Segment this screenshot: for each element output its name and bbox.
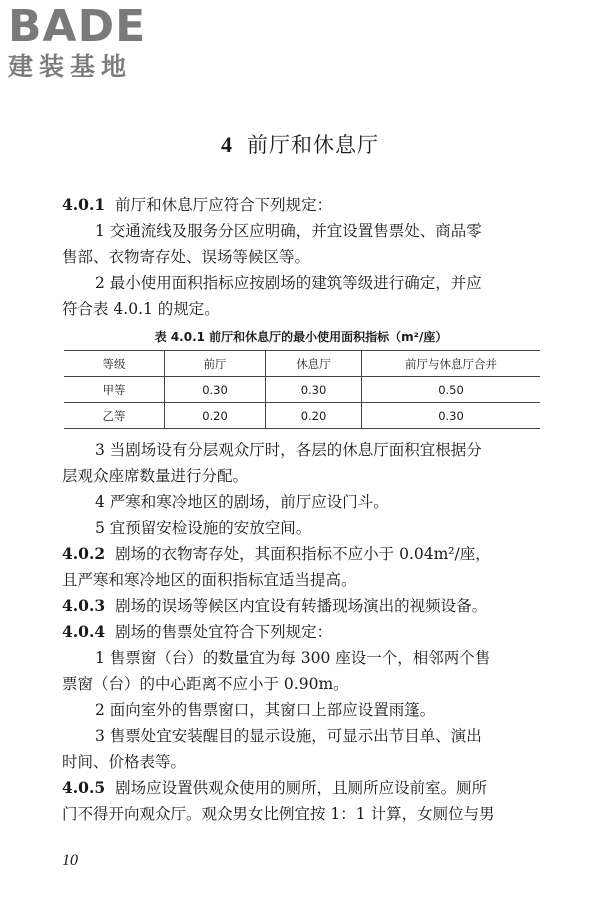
chapter-title: 前厅和休息厅 — [247, 133, 379, 157]
clause-text-cont: 门不得开向观众厅。观众男女比例宜按 1：1 计算，女厕位与男 — [62, 805, 495, 823]
chapter-heading — [0, 129, 600, 159]
item-text: 票窗（台）的中心距离不应小于 0.90m。 — [62, 675, 349, 693]
logo-subtitle: 建装基地 — [8, 52, 133, 81]
table-cell: 0.20 — [165, 403, 266, 429]
table-cell: 0.50 — [362, 377, 541, 403]
table-title: 表 4.0.1 前厅和休息厅的最小使用面积指标（m²/座） — [154, 330, 448, 344]
clause-number: 4.0.5 — [62, 778, 106, 797]
item-text: 售部、衣物寄存处、误场等候区等。 — [62, 248, 311, 266]
table-header-row — [64, 351, 540, 377]
item-text: 时间、价格表等。 — [62, 753, 187, 771]
page-number: 10 — [62, 852, 78, 869]
table-row — [64, 403, 540, 429]
item-text: 4 严寒和寒冷地区的剧场，前厅应设门斗。 — [95, 493, 389, 511]
table-cell: 0.30 — [165, 377, 266, 403]
clause-number: 4.0.1 — [62, 195, 106, 214]
clause-number: 4.0.2 — [62, 544, 106, 563]
table-cell: 0.20 — [266, 403, 362, 429]
logo-brand: BADE — [8, 1, 147, 52]
clause-text: 剧场的衣物寄存处，其面积指标不应小于 0.04m²/座， — [115, 545, 491, 563]
clause-4-0-1 — [62, 192, 540, 218]
item-text: 1 售票窗（台）的数量宜为每 300 座设一个，相邻两个售 — [95, 649, 491, 667]
table-header: 前厅 — [165, 351, 266, 377]
table-cell: 甲等 — [64, 377, 165, 403]
clause-text: 剧场的售票处宜符合下列规定： — [115, 623, 333, 641]
clause-text-cont: 且严寒和寒冷地区的面积指标宜适当提高。 — [62, 571, 357, 589]
item-text: 3 售票处宜安装醒目的显示设施，可显示出节目单、演出 — [95, 727, 482, 745]
clause-text: 前厅和休息厅应符合下列规定： — [115, 196, 333, 214]
logo — [8, 1, 183, 82]
item-text: 3 当剧场设有分层观众厅时，各层的休息厅面积宜根据分 — [95, 441, 482, 459]
chapter-number: 4 — [221, 132, 233, 157]
table-cell: 0.30 — [362, 403, 541, 429]
clause-4-0-3 — [62, 593, 540, 619]
clause-number: 4.0.4 — [62, 622, 106, 641]
document-body — [62, 192, 540, 827]
area-index-table — [64, 350, 540, 429]
item-text: 1 交通流线及服务分区应明确，并宜设置售票处、商品零 — [95, 222, 482, 240]
clause-number: 4.0.3 — [62, 596, 106, 615]
table-header: 休息厅 — [266, 351, 362, 377]
clause-4-0-2 — [62, 541, 540, 567]
clause-4-0-5 — [62, 775, 540, 801]
table-cell: 乙等 — [64, 403, 165, 429]
table-header: 等级 — [64, 351, 165, 377]
clause-4-0-4 — [62, 619, 540, 645]
item-text: 2 最小使用面积指标应按剧场的建筑等级进行确定，并应 — [95, 274, 482, 292]
table-header: 前厅与休息厅合并 — [362, 351, 541, 377]
item-text: 5 宜预留安检设施的安放空间。 — [95, 519, 312, 537]
item-text: 符合表 4.0.1 的规定。 — [62, 300, 220, 318]
item-text: 2 面向室外的售票窗口，其窗口上部应设置雨篷。 — [95, 701, 436, 719]
clause-text: 剧场的误场等候区内宜设有转播现场演出的视频设备。 — [115, 597, 488, 615]
table-cell: 0.30 — [266, 377, 362, 403]
clause-text: 剧场应设置供观众使用的厕所，且厕所应设前室。厕所 — [115, 779, 488, 797]
table-row — [64, 377, 540, 403]
item-text: 层观众座席数量进行分配。 — [62, 467, 249, 485]
